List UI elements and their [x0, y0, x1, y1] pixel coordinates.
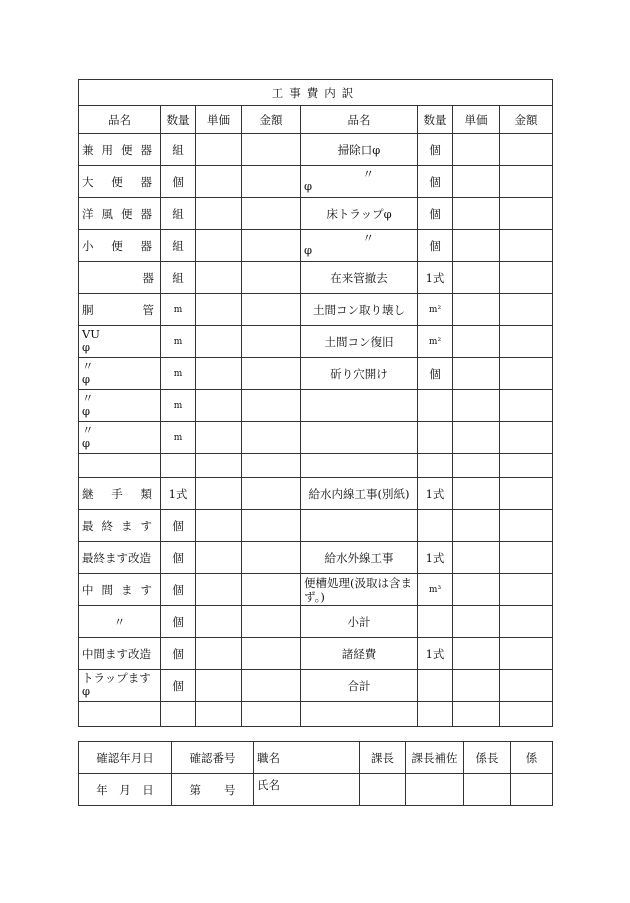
- amount-cell[interactable]: [242, 134, 301, 166]
- quantity-unit: 個: [418, 134, 453, 166]
- confirm-date-label: 確認年月日: [79, 742, 172, 774]
- table-row: [79, 166, 553, 198]
- header-amount-right: 金額: [500, 106, 553, 134]
- quantity-unit: 組: [161, 198, 196, 230]
- table-row: [79, 574, 553, 606]
- diameter-mark: φ: [304, 179, 313, 193]
- blank-row: [79, 454, 553, 478]
- amount-cell[interactable]: [500, 390, 553, 422]
- unit-price-cell[interactable]: [196, 198, 242, 230]
- item-name: 便槽処理(汲取は含まず。): [301, 574, 418, 606]
- item-name: [79, 390, 161, 422]
- ditto-mark: 〃: [82, 391, 94, 405]
- amount-cell[interactable]: [242, 294, 301, 326]
- amount-cell[interactable]: [500, 606, 553, 638]
- quantity-empty[interactable]: [418, 390, 453, 422]
- footer-label-row: [79, 742, 553, 774]
- item-name: [79, 422, 161, 454]
- blank-cell[interactable]: [196, 454, 242, 478]
- unit-price-cell[interactable]: [453, 638, 500, 670]
- table-row: [79, 134, 553, 166]
- header-item-name-right: 品名: [301, 106, 418, 134]
- item-name: 継手類: [79, 478, 161, 510]
- unit-price-cell[interactable]: [453, 358, 500, 390]
- blank-cell[interactable]: [161, 702, 196, 727]
- item-name: 最終ます: [79, 510, 161, 542]
- amount-cell[interactable]: [500, 358, 553, 390]
- unit-price-cell[interactable]: [196, 134, 242, 166]
- amount-cell[interactable]: [500, 230, 553, 262]
- quantity-unit: 1式: [418, 542, 453, 574]
- amount-cell[interactable]: [242, 670, 301, 702]
- amount-cell[interactable]: [242, 574, 301, 606]
- quantity-unit: 個: [418, 230, 453, 262]
- unit-price-cell[interactable]: [453, 574, 500, 606]
- item-name: 諸経費: [301, 638, 418, 670]
- amount-cell[interactable]: [500, 542, 553, 574]
- diameter-mark: φ: [82, 372, 91, 386]
- blank-cell[interactable]: [301, 702, 418, 727]
- unit-price-cell[interactable]: [196, 294, 242, 326]
- table-row: [79, 198, 553, 230]
- quantity-unit: 個: [161, 638, 196, 670]
- unit-price-cell[interactable]: [453, 422, 500, 454]
- item-name: [301, 230, 418, 262]
- quantity-unit: 1式: [418, 638, 453, 670]
- item-name: 掃除口φ: [301, 134, 418, 166]
- table-row: [79, 326, 553, 358]
- quantity-unit: m: [161, 358, 196, 390]
- item-name: [79, 670, 161, 702]
- item-name: 大便器: [79, 166, 161, 198]
- amount-cell[interactable]: [242, 542, 301, 574]
- diameter-mark: φ: [82, 684, 91, 698]
- diameter-mark: φ: [82, 340, 91, 354]
- ditto-mark: 〃: [82, 359, 94, 373]
- amount-cell[interactable]: [500, 478, 553, 510]
- unit-price-cell[interactable]: [453, 390, 500, 422]
- cost-breakdown-table: [78, 79, 553, 727]
- item-name: 最終ます改造: [79, 542, 161, 574]
- quantity-unit: 個: [418, 166, 453, 198]
- amount-cell[interactable]: [242, 326, 301, 358]
- header-item-name-left: 品名: [79, 106, 161, 134]
- quantity-unit: 個: [161, 574, 196, 606]
- table-row: [79, 358, 553, 390]
- quantity-empty[interactable]: [418, 606, 453, 638]
- quantity-unit: 個: [161, 166, 196, 198]
- item-name: 中間ます改造: [79, 638, 161, 670]
- unit-price-cell[interactable]: [196, 422, 242, 454]
- unit-price-cell[interactable]: [453, 670, 500, 702]
- table-row: [79, 390, 553, 422]
- quantity-unit: m²: [418, 294, 453, 326]
- ditto-mark: 〃: [362, 167, 374, 181]
- unit-price-cell[interactable]: [196, 262, 242, 294]
- approval-footer-table: [78, 741, 553, 806]
- blank-cell[interactable]: [418, 702, 453, 727]
- amount-cell[interactable]: [242, 198, 301, 230]
- item-name: 中間ます: [79, 574, 161, 606]
- quantity-unit: m²: [418, 326, 453, 358]
- unit-price-cell[interactable]: [453, 606, 500, 638]
- amount-cell[interactable]: [500, 262, 553, 294]
- unit-price-cell[interactable]: [453, 230, 500, 262]
- item-name-empty[interactable]: [301, 510, 418, 542]
- table-row: [79, 294, 553, 326]
- footer-value-row: [79, 774, 553, 806]
- blank-cell[interactable]: [242, 454, 301, 478]
- unit-price-cell[interactable]: [196, 638, 242, 670]
- item-name: 胴管: [79, 294, 161, 326]
- item-name: 給水内線工事(別紙): [301, 478, 418, 510]
- blank-cell[interactable]: [161, 454, 196, 478]
- subsection-chief-label: 係長: [464, 742, 511, 774]
- header-unit-price-left: 単価: [196, 106, 242, 134]
- unit-price-cell[interactable]: [453, 510, 500, 542]
- confirm-date-field[interactable]: 年 月 日: [79, 774, 172, 806]
- amount-cell[interactable]: [500, 670, 553, 702]
- blank-cell[interactable]: [79, 454, 161, 478]
- subsection-chief-stamp[interactable]: [464, 774, 511, 806]
- amount-cell[interactable]: [242, 606, 301, 638]
- amount-cell[interactable]: [242, 390, 301, 422]
- amount-cell[interactable]: [500, 166, 553, 198]
- blank-cell[interactable]: [500, 702, 553, 727]
- quantity-unit: 個: [161, 606, 196, 638]
- item-name: 床トラップφ: [301, 198, 418, 230]
- item-name: 土間コン復旧: [301, 326, 418, 358]
- unit-price-cell[interactable]: [196, 166, 242, 198]
- assistant-chief-stamp[interactable]: [406, 774, 464, 806]
- section-chief-label: 課長: [360, 742, 406, 774]
- subtotal-label: 小計: [301, 606, 418, 638]
- item-name: [79, 326, 161, 358]
- item-name: 土間コン取り壊し: [301, 294, 418, 326]
- unit-price-cell[interactable]: [196, 478, 242, 510]
- staff-label: 係: [511, 742, 553, 774]
- unit-price-cell[interactable]: [196, 670, 242, 702]
- table-row: [79, 542, 553, 574]
- quantity-unit: 個: [161, 670, 196, 702]
- confirm-number-field[interactable]: 第 号: [172, 774, 254, 806]
- table-row: [79, 606, 553, 638]
- quantity-empty[interactable]: [418, 510, 453, 542]
- blank-cell[interactable]: [301, 454, 418, 478]
- confirm-number-label: 確認番号: [172, 742, 254, 774]
- quantity-unit: m: [161, 422, 196, 454]
- unit-price-cell[interactable]: [196, 326, 242, 358]
- item-name: 給水外線工事: [301, 542, 418, 574]
- quantity-unit: 個: [161, 510, 196, 542]
- blank-cell[interactable]: [418, 454, 453, 478]
- amount-cell[interactable]: [500, 422, 553, 454]
- quantity-unit: m: [161, 390, 196, 422]
- unit-price-cell[interactable]: [453, 198, 500, 230]
- quantity-unit: 組: [161, 262, 196, 294]
- quantity-unit: 1式: [418, 262, 453, 294]
- staff-stamp[interactable]: [511, 774, 553, 806]
- quantity-empty[interactable]: [418, 422, 453, 454]
- unit-price-cell[interactable]: [453, 262, 500, 294]
- position-label: 職名: [254, 742, 360, 774]
- amount-cell[interactable]: [242, 358, 301, 390]
- header-row: [79, 106, 553, 134]
- quantity-unit: m: [161, 326, 196, 358]
- quantity-unit: 組: [161, 134, 196, 166]
- blank-cell[interactable]: [453, 454, 500, 478]
- unit-price-cell[interactable]: [196, 358, 242, 390]
- header-quantity-right: 数量: [418, 106, 453, 134]
- blank-cell[interactable]: [242, 702, 301, 727]
- amount-cell[interactable]: [500, 198, 553, 230]
- amount-cell[interactable]: [500, 574, 553, 606]
- item-name: [301, 166, 418, 198]
- unit-price-cell[interactable]: [196, 606, 242, 638]
- name-label: 氏名: [254, 774, 360, 806]
- blank-cell[interactable]: [79, 702, 161, 727]
- header-quantity-left: 数量: [161, 106, 196, 134]
- pipe-type: VU: [82, 327, 100, 341]
- quantity-empty[interactable]: [418, 670, 453, 702]
- quantity-unit: m: [161, 294, 196, 326]
- item-name: 斫り穴開け: [301, 358, 418, 390]
- quantity-unit: 1式: [161, 478, 196, 510]
- ditto-mark: 〃: [362, 231, 374, 245]
- amount-cell[interactable]: [500, 638, 553, 670]
- trap-basin-label: トラップます: [82, 671, 151, 685]
- amount-cell[interactable]: [242, 230, 301, 262]
- unit-price-cell[interactable]: [196, 574, 242, 606]
- amount-cell[interactable]: [500, 326, 553, 358]
- blank-cell[interactable]: [453, 702, 500, 727]
- diameter-mark: φ: [304, 243, 313, 257]
- unit-price-cell[interactable]: [453, 134, 500, 166]
- diameter-mark: φ: [82, 436, 91, 450]
- table-row: [79, 422, 553, 454]
- amount-cell[interactable]: [500, 134, 553, 166]
- quantity-unit: 個: [161, 542, 196, 574]
- total-label: 合計: [301, 670, 418, 702]
- amount-cell[interactable]: [500, 294, 553, 326]
- section-chief-stamp[interactable]: [360, 774, 406, 806]
- unit-price-cell[interactable]: [196, 542, 242, 574]
- header-amount-left: 金額: [242, 106, 301, 134]
- amount-cell[interactable]: [242, 262, 301, 294]
- header-unit-price-right: 単価: [453, 106, 500, 134]
- table-row: [79, 510, 553, 542]
- item-name: 小便器: [79, 230, 161, 262]
- unit-price-cell[interactable]: [453, 542, 500, 574]
- unit-price-cell[interactable]: [196, 390, 242, 422]
- quantity-unit: 1式: [418, 478, 453, 510]
- item-name: 洋風便器: [79, 198, 161, 230]
- item-name: 在来管撤去: [301, 262, 418, 294]
- item-name-empty[interactable]: [301, 422, 418, 454]
- item-name-empty[interactable]: [301, 390, 418, 422]
- blank-row: [79, 702, 553, 727]
- table-row: [79, 638, 553, 670]
- table-row: [79, 230, 553, 262]
- assistant-chief-label: 課長補佐: [406, 742, 464, 774]
- unit-price-cell[interactable]: [453, 326, 500, 358]
- quantity-unit: 個: [418, 358, 453, 390]
- table-row: [79, 262, 553, 294]
- unit-price-cell[interactable]: [196, 510, 242, 542]
- quantity-unit: 個: [418, 198, 453, 230]
- unit-price-cell[interactable]: [453, 166, 500, 198]
- table-title: 工事費内訳: [79, 80, 553, 106]
- amount-cell[interactable]: [242, 510, 301, 542]
- item-name: 〃: [79, 606, 161, 638]
- amount-cell[interactable]: [242, 166, 301, 198]
- blank-cell[interactable]: [500, 454, 553, 478]
- item-name: [79, 358, 161, 390]
- unit-price-cell[interactable]: [453, 294, 500, 326]
- unit-price-cell[interactable]: [196, 230, 242, 262]
- amount-cell[interactable]: [242, 422, 301, 454]
- amount-cell[interactable]: [500, 510, 553, 542]
- item-name: 兼用便器: [79, 134, 161, 166]
- amount-cell[interactable]: [242, 478, 301, 510]
- quantity-unit: 組: [161, 230, 196, 262]
- item-name: 器: [79, 262, 161, 294]
- unit-price-cell[interactable]: [453, 478, 500, 510]
- table-row: [79, 670, 553, 702]
- diameter-mark: φ: [82, 404, 91, 418]
- amount-cell[interactable]: [242, 638, 301, 670]
- quantity-unit: m³: [418, 574, 453, 606]
- blank-cell[interactable]: [196, 702, 242, 727]
- table-row: [79, 478, 553, 510]
- ditto-mark: 〃: [82, 423, 94, 437]
